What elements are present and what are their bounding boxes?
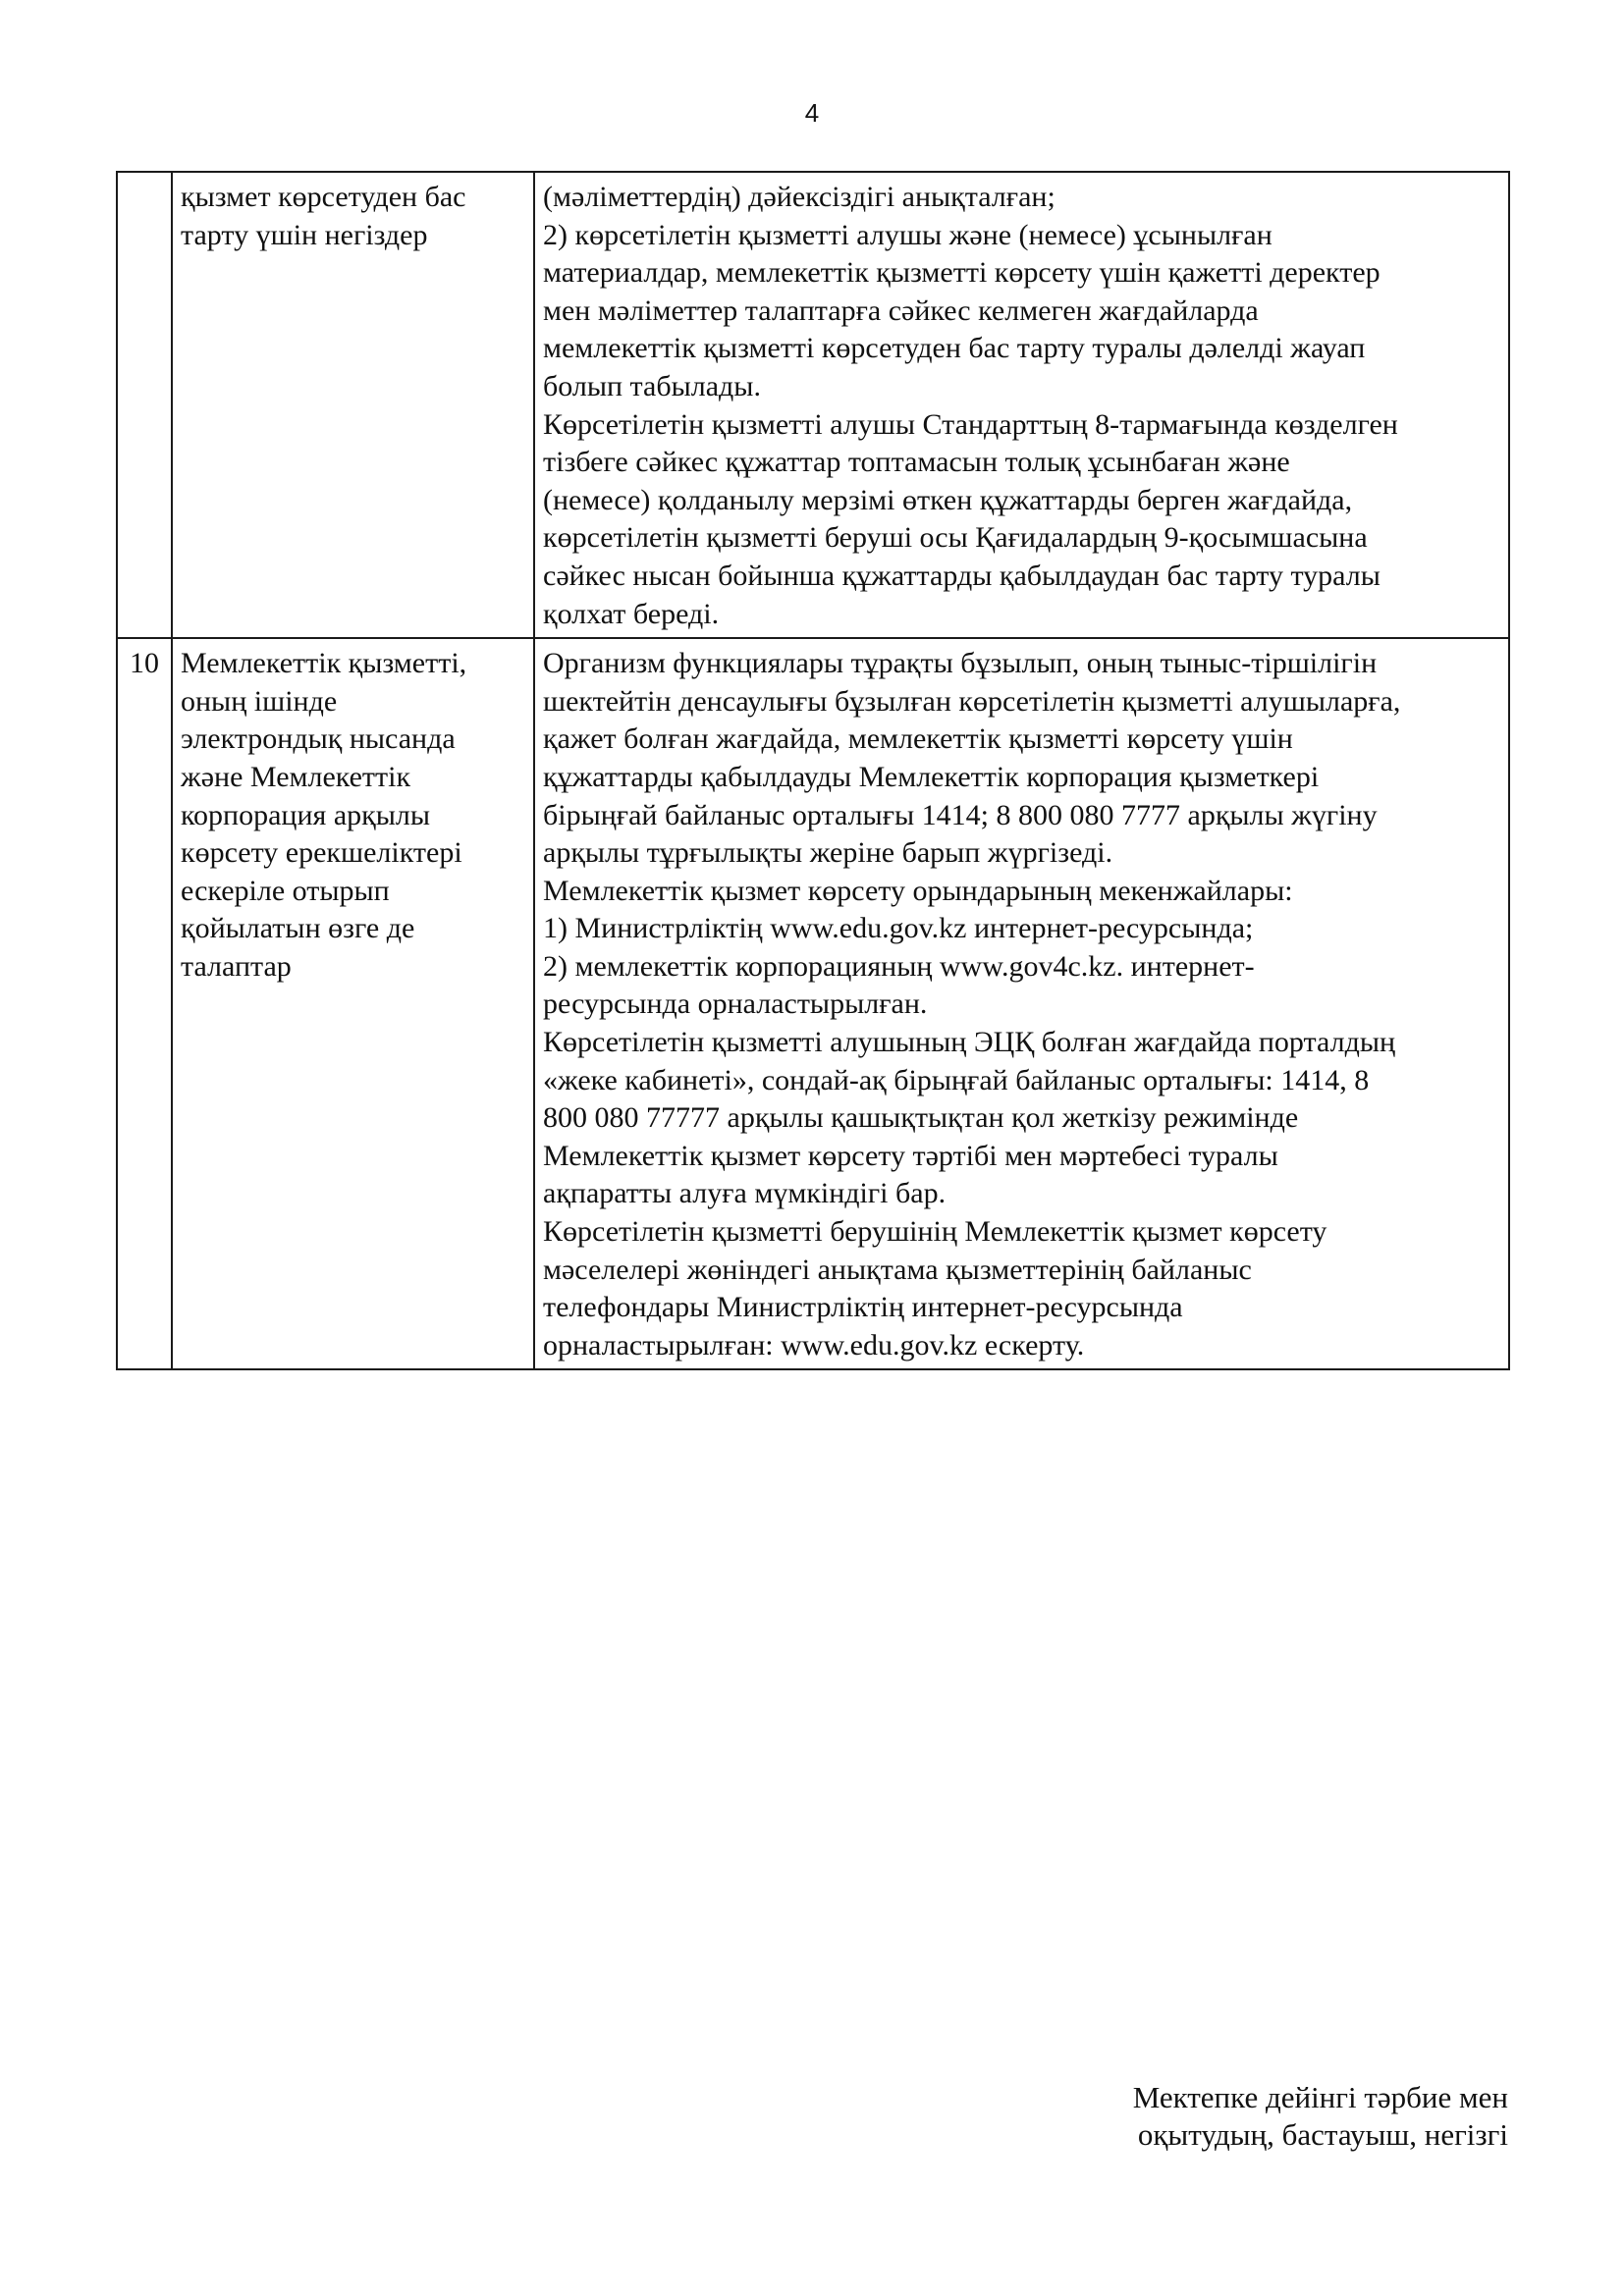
description-line: қажет болған жағдайда, мемлекеттік қызметті көрсету үшін (543, 722, 1293, 756)
description-line: «жеке кабинеті», сондай-ақ бірыңғай байланыс орталығы: 1414, 8 (543, 1063, 1370, 1096)
description-line: орналастырылған: www.edu.gov.kz ескерту. (543, 1328, 1085, 1362)
row-title-line: талаптар (181, 949, 292, 983)
row-title-line: қойылатын өзге де (181, 912, 415, 945)
row-title-line: оның ішінде (181, 684, 338, 718)
description-line: Көрсетілетін қызметті берушінің Мемлекеттік қызмет көрсету (543, 1215, 1327, 1249)
description-line: бірыңғай байланыс орталығы 1414; 8 800 080 7777 арқылы жүгіну (543, 798, 1378, 831)
description-line: 2) көрсетілетін қызметті алушы және (немесе) ұсынылған (543, 218, 1272, 251)
footer-line: Мектепке дейінгі тәрбие мен (1132, 2080, 1508, 2114)
table-row (117, 638, 1509, 1369)
description-line: арқылы тұрғылықты жеріне барып жүргізеді. (543, 836, 1113, 870)
description-line: Мемлекеттік қызмет көрсету орындарының мекенжайлары: (543, 874, 1293, 907)
row-number (117, 172, 172, 638)
row-title (172, 172, 534, 638)
description-line: Организм функциялары тұрақты бұзылып, оның тыныс-тіршілігін (543, 647, 1378, 680)
footer-line: оқытудың, бастауыш, негізгі (1137, 2117, 1508, 2152)
description-line: 2) мемлекеттік корпорацияның www.gov4c.kz. интернет- (543, 949, 1255, 983)
row-title-line: корпорация арқылы (181, 798, 431, 831)
row-title-line: тарту үшін негіздер (181, 218, 428, 251)
description-line: (немесе) қолданылу мерзімі өткен құжаттарды берген жағдайда, (543, 483, 1353, 516)
description-line: көрсетілетін қызметті беруші осы Қағидалардың 9-қосымшасына (543, 521, 1368, 555)
description-line: тізбеге сәйкес құжаттар топтамасын толық ұсынбаған және (543, 446, 1290, 479)
row-title-line: көрсету ерекшеліктері (181, 836, 462, 870)
description-line: болып табылады. (543, 369, 761, 402)
description-line: (мәліметтердің) дәйексіздігі анықталған; (543, 181, 1056, 213)
row-title-line: және Мемлекеттік (181, 760, 411, 793)
page-number: 4 (804, 98, 820, 128)
row-description (534, 638, 1509, 1369)
row-title-line: Мемлекеттік қызметті, (181, 647, 467, 680)
description-line: материалдар, мемлекеттік қызметті көрсету үшін қажетті деректер (543, 256, 1380, 290)
description-line: Көрсетілетін қызметті алушы Стандарттың 8-тармағында көзделген (543, 407, 1398, 441)
row-title-line: ескеріле отырып (181, 874, 390, 907)
description-line: мәселелері жөніндегі анықтама қызметтерінің байланыс (543, 1253, 1252, 1286)
description-line: шектейтін денсаулығы бұзылған көрсетілетін қызметті алушыларға, (543, 684, 1401, 718)
description-line: мен мәліметтер талаптарға сәйкес келмеген жағдайларда (543, 294, 1259, 327)
description-line: ресурсында орналастырылған. (543, 988, 928, 1021)
row-title-line: қызмет көрсетуден бас (181, 181, 466, 213)
description-line: Көрсетілетін қызметті алушының ЭЦҚ болған жағдайда порталдың (543, 1026, 1396, 1059)
description-line: сәйкес нысан бойынша құжаттарды қабылдаудан бас тарту туралы (543, 559, 1380, 592)
row-title-line: электрондық нысанда (181, 722, 456, 756)
row-title (172, 638, 534, 1369)
description-line: ақпаратты алуға мүмкіндігі бар. (543, 1177, 947, 1210)
description-line: Мемлекеттік қызмет көрсету тәртібі мен мәртебесі туралы (543, 1139, 1278, 1172)
row-number: 10 (117, 638, 172, 1369)
description-line: 1) Министрліктің www.edu.gov.kz интернет-ресурсында; (543, 912, 1254, 945)
table-row (117, 172, 1509, 638)
row-description (534, 172, 1509, 638)
description-line: телефондары Министрліктің интернет-ресурсында (543, 1291, 1183, 1324)
footer-caption (1133, 2079, 1508, 2154)
description-line: 800 080 77777 арқылы қашықтықтан қол жеткізу режимінде (543, 1101, 1299, 1135)
description-line: құжаттарды қабылдауды Мемлекеттік корпорация қызметкері (543, 760, 1320, 793)
description-line: мемлекеттік қызметті көрсетуден бас тарту туралы дәлелді жауап (543, 332, 1366, 365)
description-line: қолхат береді. (543, 597, 720, 630)
requirements-table (116, 171, 1510, 1370)
